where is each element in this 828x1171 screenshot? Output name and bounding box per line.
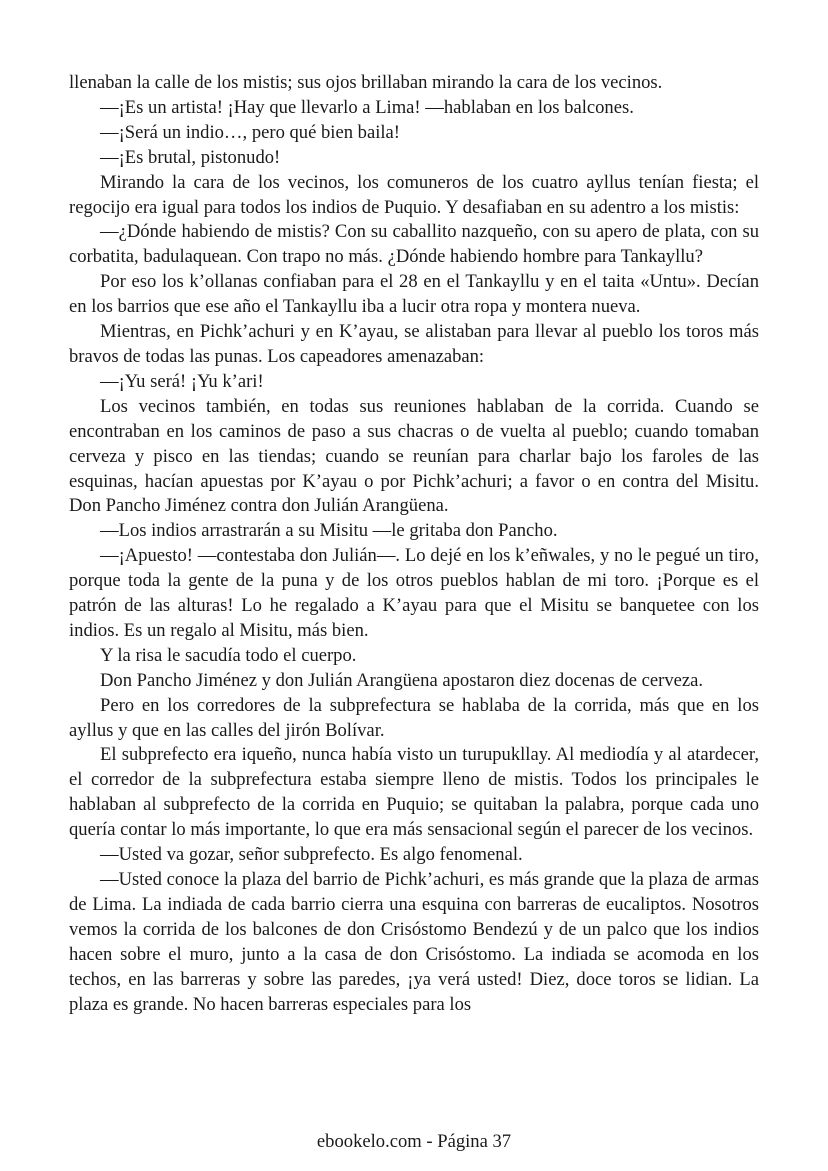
paragraph: Pero en los corredores de la subprefectura se hablaba de la corrida, más que en los ayllus y que en las calles del jirón Bolívar. [69, 694, 759, 741]
paragraph-dialogue: —Usted conoce la plaza del barrio de Pichk’achuri, es más grande que la plaza de armas de Lima. La indiada de cada barrio cierra una esquina con barreras de eucaliptos. Nosotros vemos la corrida de los balcones de don Crisóstomo Bendezú y de un palco que los indios hacen sobre el muro, junto a la casa de don Crisóstomo. La indiada se acomoda en los techos, en las barreras y sobre las paredes, ¡ya verá usted! Diez, doce toros se lidian. La plaza es grande. No hacen barreras especiales para los [69, 869, 759, 1015]
paragraph-continuation: llenaban la calle de los mistis; sus ojos brillaban mirando la cara de los vecinos. [69, 72, 663, 93]
paragraph-dialogue: —¡Apuesto! —contestaba don Julián—. Lo dejé en los k’eñwales, y no le pegué un tiro, porque toda la gente de la puna y de los otros pueblos hablan de mi toro. ¡Porque es el patrón de las alturas! Lo he regalado a K’ayau para que el Misitu se banquetee con los indios. Es un regalo al Misitu, más bien. [69, 545, 759, 641]
paragraph: Don Pancho Jiménez y don Julián Arangüena apostaron diez docenas de cerveza. [100, 669, 704, 691]
paragraph-dialogue: —Los indios arrastrarán a su Misitu —le gritaba don Pancho. [100, 520, 558, 542]
paragraph: Y la risa le sacudía todo el cuerpo. [100, 644, 357, 666]
paragraph: El subprefecto era iqueño, nunca había visto un turupukllay. Al mediodía y al atardecer, el corredor de la subprefectura estaba siempre lleno de mistis. Todos los principales le hablaban al subprefecto de la corrida en Puquio; se quitaban la palabra, porque cada uno quería contar lo más importante, lo que era más sensacional según el parecer de los vecinos. [69, 744, 759, 841]
paragraph: Mientras, en Pichk’achuri y en K’ayau, se alistaban para llevar al pueblo los toros más bravos de todas las punas. Los capeadores amenazaban: [69, 321, 759, 367]
paragraph-dialogue: —Usted va gozar, señor subprefecto. Es algo fenomenal. [100, 844, 523, 866]
paragraph-dialogue: —¡Es brutal, pistonudo! [100, 146, 281, 168]
paragraph: Los vecinos también, en todas sus reuniones hablaban de la corrida. Cuando se encontraban en los caminos de paso a sus chacras o de vuelta al pueblo; cuando tomaban cerveza y pisco en las tiendas; cuando se reunían para charlar bajo los faroles de las esquinas, hacían apuestas por K’ayau o por Pichk’achuri; a favor o en contra del Misitu. Don Pancho Jiménez contra don Julián Arangüena. [69, 395, 759, 517]
paragraph-dialogue: —¡Yu será! ¡Yu k’ari! [100, 370, 264, 392]
paragraph-dialogue: —¡Será un indio…, pero qué bien baila! [100, 121, 400, 143]
paragraph: Mirando la cara de los vecinos, los comuneros de los cuatro ayllus tenían fiesta; el regocijo era igual para todos los indios de Puquio. Y desafiaban en su adentro a los mistis: [69, 171, 759, 218]
paragraph-dialogue: —¡Es un artista! ¡Hay que llevarlo a Lima! —hablaban en los balcones. [100, 96, 634, 118]
paragraph-dialogue: —¿Dónde habiendo de mistis? Con su caballito nazqueño, con su apero de plata, con su corbatita, badulaquean. Con trapo no más. ¿Dónde habiendo hombre para Tankayllu? [69, 221, 759, 268]
page-body [69, 71, 759, 1017]
page-footer: ebookelo.com - Página 37 [316, 1131, 512, 1152]
paragraph: Por eso los k’ollanas confiaban para el 28 en el Tankayllu y en el taita «Untu». Decían en los barrios que ese año el Tankayllu iba a lucir otra ropa y montera nueva. [69, 271, 759, 318]
